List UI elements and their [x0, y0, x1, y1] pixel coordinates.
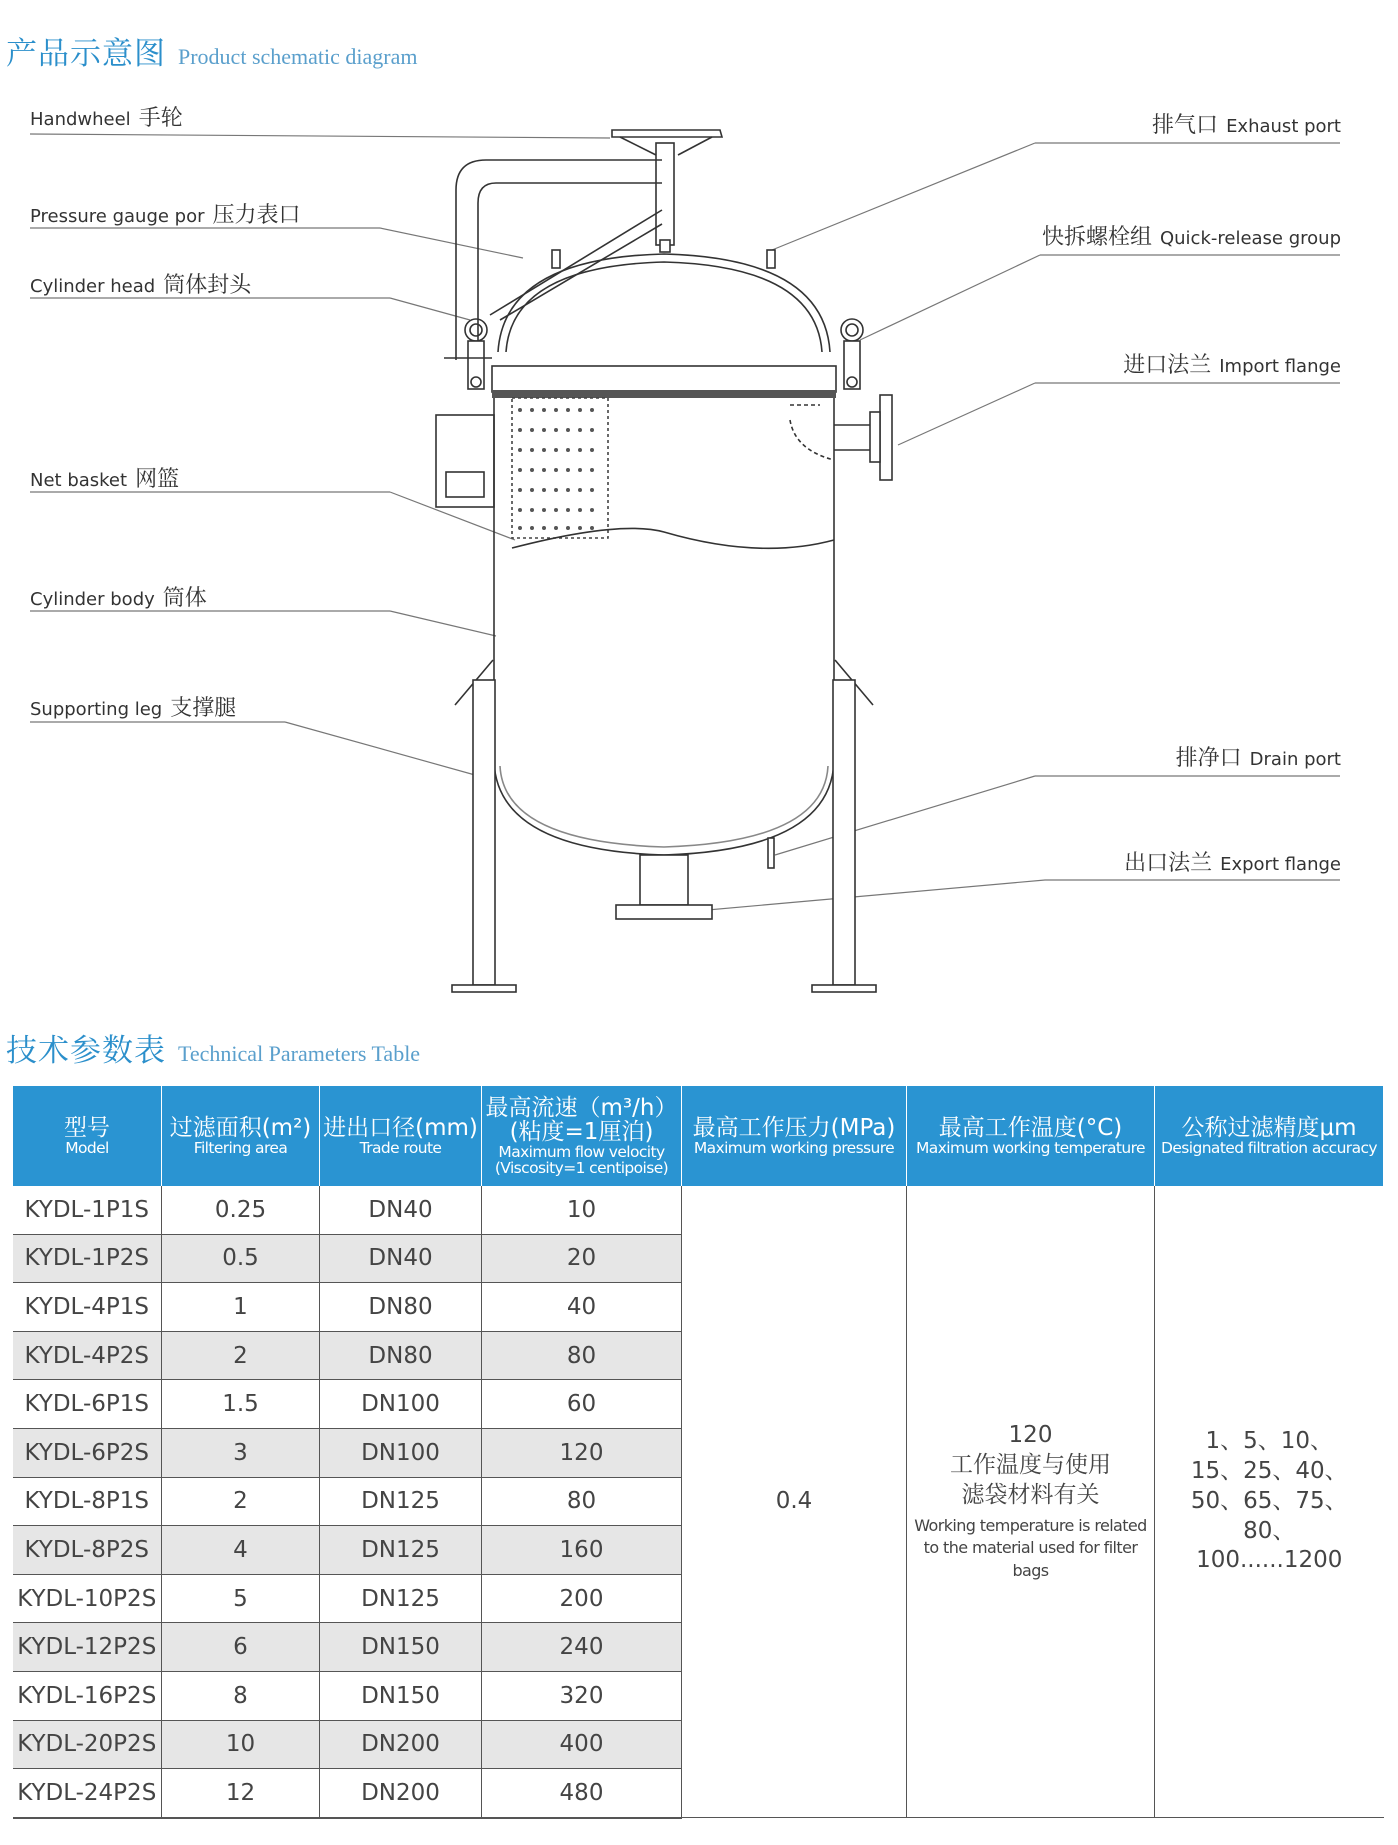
label-cylinder-body: Cylinder body 筒体	[30, 586, 207, 611]
cell-route: DN40	[320, 1186, 482, 1234]
label-quick-release-group: 快拆螺栓组 Quick-release group	[1041, 225, 1341, 250]
header-model: 型号 Model	[13, 1086, 162, 1186]
accuracy-line-5: 100......1200	[1196, 1547, 1343, 1574]
label-export-flange: 出口法兰 Export flange	[1124, 851, 1341, 876]
temperature-note-zh-2: 滤袋材料有关	[961, 1481, 1100, 1508]
cell-area: 6	[162, 1623, 320, 1672]
accuracy-line-2: 15、25、40、	[1190, 1457, 1348, 1484]
cell-flow: 480	[482, 1769, 682, 1818]
cell-model: KYDL-1P1S	[13, 1186, 162, 1234]
cell-flow: 120	[482, 1428, 682, 1477]
cell-flow: 10	[482, 1186, 682, 1234]
temperature-value: 120	[1008, 1422, 1053, 1449]
cell-area: 8	[162, 1671, 320, 1720]
cell-route: DN80	[320, 1283, 482, 1332]
table-title-en: Technical Parameters Table	[178, 1041, 421, 1066]
cell-model: KYDL-20P2S	[13, 1720, 162, 1769]
cell-max-temperature	[907, 1186, 1155, 1818]
cell-route: DN80	[320, 1331, 482, 1380]
cell-flow: 80	[482, 1477, 682, 1526]
cell-flow: 40	[482, 1283, 682, 1332]
header-max-pressure: 最高工作压力(MPa) Maximum working pressure	[682, 1086, 907, 1186]
cell-route: DN125	[320, 1477, 482, 1526]
cell-area: 5	[162, 1574, 320, 1623]
label-supporting-leg: Supporting leg 支撑腿	[30, 696, 237, 721]
cell-model: KYDL-16P2S	[13, 1671, 162, 1720]
cell-model: KYDL-4P1S	[13, 1283, 162, 1332]
cell-flow: 240	[482, 1623, 682, 1672]
label-net-basket: Net basket 网篮	[30, 467, 180, 492]
cell-model: KYDL-10P2S	[13, 1574, 162, 1623]
cell-model: KYDL-12P2S	[13, 1623, 162, 1672]
cell-flow: 400	[482, 1720, 682, 1769]
diagram-title-zh: 产品示意图	[6, 36, 166, 72]
table-title-zh: 技术参数表	[6, 1033, 166, 1069]
cell-model: KYDL-24P2S	[13, 1769, 162, 1818]
cell-filtration-accuracy	[1155, 1186, 1384, 1818]
header-filtering-area: 过滤面积(m²) Filtering area	[162, 1086, 320, 1186]
label-exhaust-port: 排气口 Exhaust port	[1152, 113, 1341, 138]
technical-parameters-table	[12, 1086, 1384, 1819]
cell-route: DN150	[320, 1671, 482, 1720]
cell-model: KYDL-6P1S	[13, 1380, 162, 1429]
temperature-note-en: Working temperature is related to the material used for filter bags	[914, 1515, 1147, 1580]
cell-area: 0.5	[162, 1234, 320, 1283]
cell-route: DN100	[320, 1428, 482, 1477]
label-pressure-gauge-port: Pressure gauge por 压力表口	[30, 203, 301, 228]
cell-route: DN200	[320, 1769, 482, 1818]
cell-model: KYDL-1P2S	[13, 1234, 162, 1283]
header-filtration-accuracy: 公称过滤精度μm Designated filtration accuracy	[1155, 1086, 1384, 1186]
cell-area: 12	[162, 1769, 320, 1818]
label-import-flange: 进口法兰 Import flange	[1123, 353, 1341, 378]
cell-route: DN125	[320, 1574, 482, 1623]
accuracy-line-4: 80、	[1243, 1517, 1296, 1544]
diagram-title-en: Product schematic diagram	[178, 44, 418, 69]
cell-area: 0.25	[162, 1186, 320, 1234]
cell-area: 2	[162, 1477, 320, 1526]
cell-route: DN100	[320, 1380, 482, 1429]
accuracy-line-3: 50、65、75、	[1190, 1487, 1348, 1514]
cell-flow: 80	[482, 1331, 682, 1380]
cell-route: DN150	[320, 1623, 482, 1672]
table-body	[13, 1186, 1384, 1818]
cell-flow: 160	[482, 1526, 682, 1575]
cell-flow: 320	[482, 1671, 682, 1720]
cell-area: 3	[162, 1428, 320, 1477]
cell-flow: 20	[482, 1234, 682, 1283]
header-max-flow: 最高流速（m³/h）(粘度=1厘泊) Maximum flow velocity (Viscosity=1 centipoise)	[482, 1086, 682, 1186]
cell-max-pressure: 0.4	[682, 1186, 907, 1818]
header-trade-route: 进出口径(mm) Trade route	[320, 1086, 482, 1186]
temperature-note-zh-1: 工作温度与使用	[950, 1452, 1111, 1479]
leader-lines-right	[685, 143, 1340, 912]
cell-route: DN125	[320, 1526, 482, 1575]
accuracy-line-1: 1、5、10、	[1205, 1427, 1334, 1454]
cell-area: 10	[162, 1720, 320, 1769]
cell-flow: 200	[482, 1574, 682, 1623]
cell-route: DN40	[320, 1234, 482, 1283]
cell-area: 4	[162, 1526, 320, 1575]
cell-area: 1	[162, 1283, 320, 1332]
label-cylinder-head: Cylinder head 筒体封头	[30, 273, 252, 298]
diagram-section-title	[6, 28, 417, 73]
table-section-title	[6, 1025, 420, 1070]
label-drain-port: 排净口 Drain port	[1175, 746, 1341, 771]
cell-route: DN200	[320, 1720, 482, 1769]
cell-flow: 60	[482, 1380, 682, 1429]
cell-model: KYDL-6P2S	[13, 1428, 162, 1477]
cell-model: KYDL-4P2S	[13, 1331, 162, 1380]
cell-model: KYDL-8P2S	[13, 1526, 162, 1575]
table-header-row	[13, 1086, 1384, 1186]
cell-area: 2	[162, 1331, 320, 1380]
cell-model: KYDL-8P1S	[13, 1477, 162, 1526]
label-handwheel: Handwheel 手轮	[30, 106, 183, 131]
table-row	[13, 1186, 1384, 1234]
header-max-temperature: 最高工作温度(°C) Maximum working temperature	[907, 1086, 1155, 1186]
cell-area: 1.5	[162, 1380, 320, 1429]
